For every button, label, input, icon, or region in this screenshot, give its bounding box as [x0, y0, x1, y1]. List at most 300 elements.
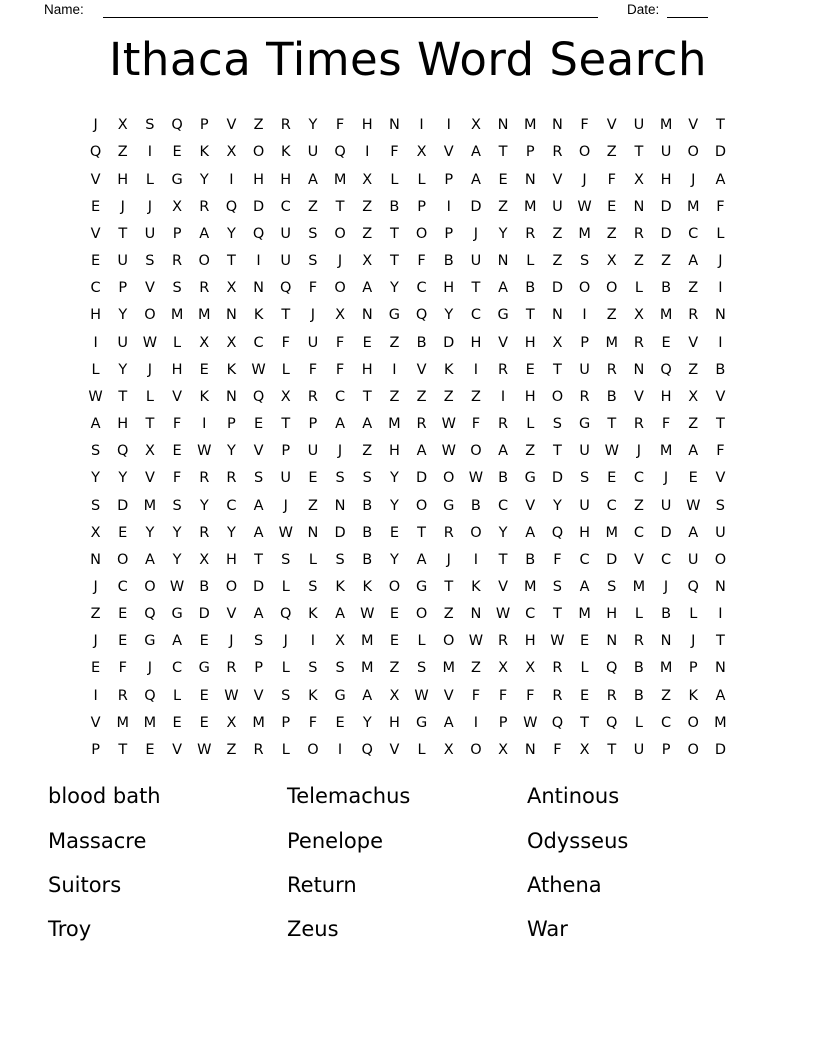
grid-cell-r1c13: I — [419, 117, 424, 134]
grid-cell-r9c12: Z — [389, 334, 400, 351]
grid-cell-r9c11: E — [362, 334, 372, 351]
grid-cell-r14c7: S — [253, 470, 264, 487]
grid-cell-r12c4: F — [172, 416, 182, 433]
grid-cell-r9c9: U — [307, 334, 319, 351]
grid-cell-r19c11: W — [360, 606, 375, 623]
grid-cell-r6c3: S — [145, 253, 155, 270]
grid-cell-r15c17: V — [525, 497, 536, 514]
grid-cell-r23c21: L — [634, 714, 643, 731]
grid-cell-r7c23: Z — [688, 280, 699, 297]
grid-cell-r21c14: M — [442, 660, 455, 677]
grid-cell-r4c8: C — [280, 198, 291, 215]
grid-cell-r14c15: W — [468, 470, 484, 487]
grid-cell-r10c19: U — [579, 361, 590, 378]
grid-cell-r1c16: N — [497, 117, 509, 134]
grid-cell-r12c8: T — [281, 416, 291, 433]
grid-cell-r17c1: N — [90, 551, 101, 568]
grid-cell-r4c3: J — [147, 198, 153, 215]
grid-cell-r24c21: U — [633, 741, 645, 758]
grid-cell-r14c10: S — [335, 470, 345, 487]
grid-cell-r5c15: J — [473, 225, 479, 242]
grid-cell-r22c17: F — [526, 687, 535, 704]
grid-cell-r9c5: X — [199, 334, 210, 351]
grid-cell-r1c21: U — [633, 117, 645, 134]
grid-cell-r15c6: C — [226, 497, 237, 514]
grid-cell-r17c6: H — [225, 551, 237, 568]
grid-cell-r1c19: F — [580, 117, 589, 134]
grid-cell-r8c9: J — [310, 307, 316, 324]
grid-cell-r12c6: P — [227, 416, 236, 433]
grid-cell-r13c17: Z — [525, 443, 536, 460]
grid-cell-r18c10: K — [335, 578, 345, 595]
grid-cell-r4c11: Z — [362, 198, 373, 215]
grid-cell-r16c11: B — [362, 524, 373, 541]
grid-cell-r20c4: A — [172, 633, 183, 650]
grid-cell-r8c3: O — [144, 307, 156, 324]
grid-cell-r17c2: O — [117, 551, 129, 568]
grid-cell-r8c7: K — [253, 307, 264, 324]
grid-cell-r17c18: F — [553, 551, 562, 568]
grid-cell-r11c8: X — [280, 388, 291, 405]
grid-cell-r14c12: Y — [389, 470, 399, 487]
word-column-1 — [48, 774, 287, 952]
grid-cell-r8c13: Q — [415, 307, 428, 324]
grid-cell-r10c4: H — [171, 361, 183, 378]
grid-cell-r16c6: Y — [226, 524, 236, 541]
grid-cell-r24c23: O — [687, 741, 699, 758]
grid-cell-r19c5: D — [198, 606, 210, 623]
grid-cell-r6c4: R — [172, 253, 183, 270]
grid-cell-r22c22: Z — [661, 687, 672, 704]
grid-cell-r2c17: P — [525, 144, 535, 161]
grid-cell-r5c13: O — [415, 225, 428, 242]
grid-cell-r7c10: O — [334, 280, 346, 297]
grid-cell-r2c18: R — [552, 144, 563, 161]
grid-cell-r18c21: M — [632, 578, 646, 595]
grid-cell-r17c20: D — [606, 551, 618, 568]
grid-cell-r5c23: C — [688, 225, 699, 242]
grid-cell-r5c5: A — [199, 225, 210, 242]
grid-cell-r14c5: R — [199, 470, 210, 487]
grid-cell-r5c6: Y — [226, 225, 236, 242]
grid-cell-r10c7: W — [251, 361, 266, 378]
grid-cell-r18c14: T — [444, 578, 454, 595]
grid-cell-r6c7: I — [256, 253, 261, 270]
grid-cell-r18c7: D — [252, 578, 265, 595]
grid-cell-r13c18: T — [552, 443, 562, 460]
grid-cell-r9c18: X — [552, 334, 563, 351]
grid-cell-r13c2: Q — [117, 443, 129, 460]
grid-cell-r19c15: N — [470, 606, 482, 623]
grid-cell-r15c14: G — [443, 497, 455, 514]
grid-cell-r2c7: O — [252, 144, 265, 161]
grid-cell-r11c16: I — [500, 388, 506, 405]
grid-cell-r4c6: Q — [225, 198, 238, 215]
grid-cell-r6c20: X — [606, 253, 617, 270]
grid-cell-r20c20: N — [606, 633, 618, 650]
grid-cell-r9c1: I — [93, 334, 98, 351]
grid-cell-r7c17: B — [525, 280, 536, 297]
grid-cell-r23c23: O — [687, 714, 699, 731]
grid-cell-r18c13: G — [415, 578, 428, 595]
grid-cell-r17c22: C — [661, 551, 672, 568]
grid-cell-r2c5: K — [199, 144, 209, 161]
grid-cell-r19c6: V — [226, 606, 237, 623]
grid-cell-r16c2: E — [118, 524, 128, 541]
grid-cell-r16c5: R — [199, 524, 210, 541]
grid-cell-r8c14: Y — [444, 307, 454, 324]
grid-cell-r5c10: O — [334, 225, 346, 242]
grid-cell-r16c19: H — [579, 524, 591, 541]
grid-cell-r21c20: Q — [606, 660, 618, 677]
grid-cell-r13c6: Y — [226, 443, 236, 460]
grid-cell-r21c22: M — [659, 660, 673, 677]
grid-cell-r18c8: L — [281, 578, 290, 595]
grid-cell-r7c22: B — [661, 280, 672, 297]
grid-cell-r11c22: H — [660, 388, 672, 405]
grid-cell-r22c18: R — [552, 687, 563, 704]
grid-cell-r21c11: M — [360, 660, 374, 677]
grid-cell-r16c14: R — [443, 524, 454, 541]
grid-cell-r14c21: C — [633, 470, 644, 487]
grid-cell-r17c4: Y — [172, 551, 182, 568]
grid-cell-r18c2: C — [117, 578, 128, 595]
grid-cell-r24c24: D — [714, 741, 726, 758]
grid-cell-r18c11: K — [362, 578, 372, 595]
grid-cell-r24c8: L — [281, 741, 290, 758]
grid-cell-r21c23: P — [688, 660, 698, 677]
grid-cell-r8c11: N — [361, 307, 373, 324]
grid-cell-r3c21: X — [633, 171, 644, 188]
grid-cell-r22c6: W — [224, 687, 239, 704]
grid-cell-r11c24: V — [715, 388, 726, 405]
grid-cell-r20c17: H — [524, 633, 536, 650]
grid-cell-r24c22: P — [661, 741, 671, 758]
grid-cell-r20c7: S — [253, 633, 264, 650]
grid-cell-r3c24: A — [715, 171, 726, 188]
grid-cell-r5c9: S — [308, 225, 318, 242]
grid-cell-r5c24: L — [716, 225, 725, 242]
grid-cell-r4c20: E — [607, 198, 617, 215]
grid-cell-r1c3: S — [145, 117, 155, 134]
grid-cell-r2c19: O — [578, 144, 591, 161]
grid-cell-r17c16: T — [498, 551, 508, 568]
grid-cell-r20c6: J — [229, 633, 234, 650]
grid-cell-r6c5: O — [198, 253, 210, 270]
grid-cell-r8c5: M — [197, 307, 211, 324]
grid-cell-r9c10: F — [335, 334, 345, 351]
grid-cell-r14c4: F — [172, 470, 182, 487]
grid-cell-r14c13: D — [415, 470, 428, 487]
grid-cell-r17c11: B — [362, 551, 373, 568]
grid-cell-r10c14: K — [443, 361, 454, 378]
grid-cell-r23c2: M — [116, 714, 129, 731]
grid-cell-r13c11: Z — [362, 443, 373, 460]
grid-cell-r11c9: R — [307, 388, 318, 405]
grid-cell-r22c7: V — [253, 687, 264, 704]
grid-cell-r13c23: A — [688, 443, 699, 460]
grid-cell-r3c22: H — [660, 171, 672, 188]
grid-cell-r13c7: V — [253, 443, 264, 460]
grid-cell-r23c13: G — [415, 714, 428, 731]
grid-cell-r21c16: X — [498, 660, 509, 677]
grid-cell-r14c1: Y — [91, 470, 100, 487]
grid-cell-r9c19: P — [580, 334, 589, 351]
grid-cell-r22c10: G — [334, 687, 346, 704]
grid-cell-r23c3: M — [143, 714, 157, 731]
grid-cell-r23c24: M — [714, 714, 727, 731]
grid-cell-r10c8: L — [281, 361, 290, 378]
grid-cell-r24c3: E — [145, 741, 155, 758]
grid-cell-r4c10: T — [335, 198, 345, 215]
grid-cell-r16c16: Y — [498, 524, 508, 541]
grid-cell-r17c10: S — [335, 551, 345, 568]
grid-cell-r20c5: E — [199, 633, 209, 650]
grid-cell-r1c7: Z — [253, 117, 264, 134]
word-column-3 — [527, 774, 767, 952]
grid-cell-r19c20: H — [606, 606, 618, 623]
grid-cell-r8c19: I — [582, 307, 587, 324]
grid-cell-r24c4: V — [172, 741, 183, 758]
grid-cell-r6c6: T — [226, 253, 236, 270]
grid-cell-r1c12: N — [388, 117, 400, 134]
grid-cell-r1c17: M — [523, 117, 537, 134]
grid-cell-r18c9: S — [308, 578, 318, 595]
grid-cell-r13c13: A — [416, 443, 427, 460]
grid-cell-r2c6: X — [226, 144, 237, 161]
grid-cell-r10c11: H — [361, 361, 373, 378]
grid-cell-r19c3: Q — [144, 606, 156, 623]
grid-cell-r15c16: C — [498, 497, 509, 514]
grid-cell-r12c15: F — [471, 416, 481, 433]
grid-cell-r1c11: H — [361, 117, 373, 134]
grid-cell-r19c18: T — [552, 606, 562, 623]
grid-cell-r10c15: I — [473, 361, 479, 378]
grid-cell-r16c17: A — [525, 524, 536, 541]
grid-cell-r7c16: A — [498, 280, 509, 297]
grid-cell-r2c14: V — [443, 144, 454, 161]
grid-cell-r21c8: L — [281, 660, 290, 677]
grid-cell-r1c6: V — [226, 117, 237, 134]
grid-cell-r22c8: S — [281, 687, 291, 704]
grid-cell-r14c23: E — [688, 470, 698, 487]
grid-cell-r13c10: J — [337, 443, 343, 460]
grid-cell-r13c22: M — [659, 443, 673, 460]
grid-cell-r11c13: Z — [416, 388, 427, 405]
grid-cell-r3c17: N — [524, 171, 536, 188]
grid-cell-r19c7: A — [253, 606, 264, 623]
grid-cell-r19c14: Z — [443, 606, 454, 623]
name-blank-line — [103, 2, 598, 18]
grid-cell-r12c10: A — [335, 416, 346, 433]
grid-cell-r16c24: U — [715, 524, 726, 541]
grid-cell-r10c2: Y — [118, 361, 128, 378]
grid-cell-r5c18: Z — [552, 225, 563, 242]
grid-cell-r7c3: V — [144, 280, 155, 297]
grid-cell-r12c18: S — [552, 416, 563, 433]
grid-cell-r2c23: O — [687, 144, 699, 161]
grid-cell-r7c24: I — [718, 280, 723, 297]
grid-cell-r14c24: V — [715, 470, 726, 487]
grid-cell-r22c9: K — [308, 687, 318, 704]
word-item: Antinous — [527, 784, 620, 809]
grid-cell-r23c4: E — [172, 714, 182, 731]
grid-cell-r9c2: U — [117, 334, 129, 351]
grid-cell-r4c5: R — [199, 198, 210, 215]
grid-cell-r20c18: W — [550, 633, 565, 650]
grid-cell-r16c12: E — [389, 524, 399, 541]
grid-cell-r21c10: S — [335, 660, 345, 677]
grid-cell-r13c15: O — [470, 443, 482, 460]
grid-cell-r14c2: Y — [118, 470, 128, 487]
grid-cell-r5c17: R — [525, 225, 536, 242]
grid-cell-r11c15: Z — [470, 388, 481, 405]
grid-cell-r10c24: B — [715, 361, 726, 378]
grid-cell-r15c7: A — [253, 497, 264, 514]
grid-cell-r17c12: Y — [389, 551, 399, 568]
grid-cell-r19c10: A — [335, 606, 346, 623]
grid-cell-r18c12: O — [388, 578, 401, 595]
grid-cell-r20c14: O — [443, 633, 455, 650]
grid-cell-r12c2: H — [117, 416, 129, 433]
grid-cell-r14c11: S — [362, 470, 372, 487]
grid-cell-r13c4: E — [172, 443, 182, 460]
grid-cell-r15c18: Y — [552, 497, 562, 514]
grid-cell-r3c14: P — [444, 171, 454, 188]
grid-cell-r6c10: J — [337, 253, 343, 270]
grid-cell-r8c12: G — [388, 307, 401, 324]
grid-cell-r17c17: B — [525, 551, 536, 568]
grid-cell-r8c24: N — [714, 307, 726, 324]
grid-cell-r4c17: M — [523, 198, 537, 215]
grid-cell-r6c18: Z — [552, 253, 563, 270]
grid-cell-r4c4: X — [172, 198, 183, 215]
grid-cell-r20c12: E — [389, 633, 399, 650]
grid-cell-r8c15: C — [470, 307, 481, 324]
grid-cell-r24c10: I — [337, 741, 343, 758]
grid-cell-r13c19: U — [579, 443, 590, 460]
grid-cell-r22c20: R — [606, 687, 617, 704]
grid-cell-r15c9: Z — [307, 497, 318, 514]
grid-cell-r23c1: V — [90, 714, 101, 731]
grid-cell-r3c2: H — [117, 171, 129, 188]
grid-cell-r14c16: B — [498, 470, 509, 487]
grid-cell-r23c6: X — [226, 714, 237, 731]
grid-cell-r14c8: U — [280, 470, 292, 487]
grid-cell-r15c10: N — [334, 497, 346, 514]
grid-cell-r12c16: R — [498, 416, 509, 433]
grid-cell-r9c7: C — [253, 334, 264, 351]
grid-cell-r15c3: M — [143, 497, 157, 514]
grid-cell-r24c11: Q — [361, 741, 373, 758]
grid-cell-r1c2: X — [117, 117, 128, 134]
grid-cell-r12c9: P — [308, 416, 318, 433]
grid-cell-r14c17: G — [524, 470, 536, 487]
grid-cell-r5c14: P — [444, 225, 454, 242]
word-item: Troy — [48, 917, 92, 942]
grid-cell-r24c12: V — [389, 741, 400, 758]
grid-cell-r15c8: J — [283, 497, 288, 514]
grid-cell-r10c16: R — [498, 361, 509, 378]
grid-cell-r19c13: O — [415, 606, 428, 623]
grid-cell-r22c14: V — [443, 687, 454, 704]
grid-cell-r9c3: W — [142, 334, 158, 351]
grid-cell-r16c10: D — [334, 524, 346, 541]
grid-cell-r23c12: H — [388, 714, 400, 731]
grid-cell-r21c15: Z — [470, 660, 481, 677]
grid-cell-r16c18: Q — [551, 524, 564, 541]
grid-cell-r4c7: D — [252, 198, 265, 215]
word-item: Telemachus — [287, 784, 411, 809]
grid-cell-r23c9: F — [308, 714, 318, 731]
grid-cell-r24c13: L — [417, 741, 426, 758]
grid-cell-r23c14: A — [443, 714, 454, 731]
grid-cell-r7c18: D — [551, 280, 563, 297]
grid-cell-r3c18: V — [552, 171, 563, 188]
grid-cell-r22c19: E — [579, 687, 590, 704]
grid-cell-r1c22: M — [659, 117, 673, 134]
grid-cell-r8c17: T — [525, 307, 535, 324]
grid-cell-r7c20: O — [606, 280, 618, 297]
grid-cell-r3c7: H — [253, 171, 265, 188]
grid-cell-r18c23: Q — [687, 578, 699, 595]
grid-cell-r22c1: I — [93, 687, 98, 704]
grid-cell-r7c2: P — [118, 280, 128, 297]
grid-cell-r15c12: Y — [389, 497, 399, 514]
grid-cell-r19c16: W — [495, 606, 511, 623]
grid-cell-r10c6: K — [226, 361, 237, 378]
grid-cell-r8c2: Y — [118, 307, 128, 324]
grid-cell-r1c23: V — [688, 117, 699, 134]
grid-cell-r14c14: O — [443, 470, 455, 487]
grid-cell-r20c22: N — [660, 633, 672, 650]
grid-cell-r6c24: J — [718, 253, 723, 270]
grid-cell-r7c12: Y — [389, 280, 399, 297]
grid-cell-r16c23: A — [688, 524, 699, 541]
grid-cell-r3c13: L — [417, 171, 426, 188]
grid-cell-r22c16: F — [498, 687, 508, 704]
grid-cell-r3c15: A — [470, 171, 481, 188]
grid-cell-r9c24: I — [718, 334, 723, 351]
grid-cell-r9c22: E — [661, 334, 671, 351]
grid-cell-r14c18: D — [551, 470, 563, 487]
grid-cell-r7c9: F — [308, 280, 318, 297]
grid-cell-r4c15: D — [470, 198, 482, 215]
grid-cell-r7c19: O — [578, 280, 591, 297]
grid-cell-r6c23: A — [688, 253, 699, 270]
grid-cell-r20c8: J — [283, 633, 288, 650]
date-label: Date: — [627, 2, 660, 17]
grid-cell-r6c11: X — [362, 253, 373, 270]
grid-cell-r23c8: P — [281, 714, 291, 731]
grid-cell-r12c11: A — [362, 416, 373, 433]
grid-cell-r4c1: E — [90, 198, 101, 215]
grid-cell-r8c16: G — [497, 307, 509, 324]
grid-cell-r12c5: I — [202, 416, 207, 433]
grid-cell-r21c5: G — [198, 660, 210, 677]
grid-cell-r10c10: F — [335, 361, 345, 378]
grid-cell-r16c20: M — [605, 524, 618, 541]
grid-cell-r20c15: W — [468, 633, 484, 650]
grid-cell-r12c17: L — [526, 416, 535, 433]
grid-cell-r2c16: T — [498, 144, 508, 161]
grid-cell-r17c7: T — [254, 551, 263, 568]
grid-cell-r5c3: U — [144, 225, 156, 242]
grid-cell-r22c5: E — [199, 687, 209, 704]
grid-cell-r11c4: V — [172, 388, 183, 405]
grid-cell-r16c8: W — [278, 524, 293, 541]
grid-cell-r12c13: R — [416, 416, 427, 433]
